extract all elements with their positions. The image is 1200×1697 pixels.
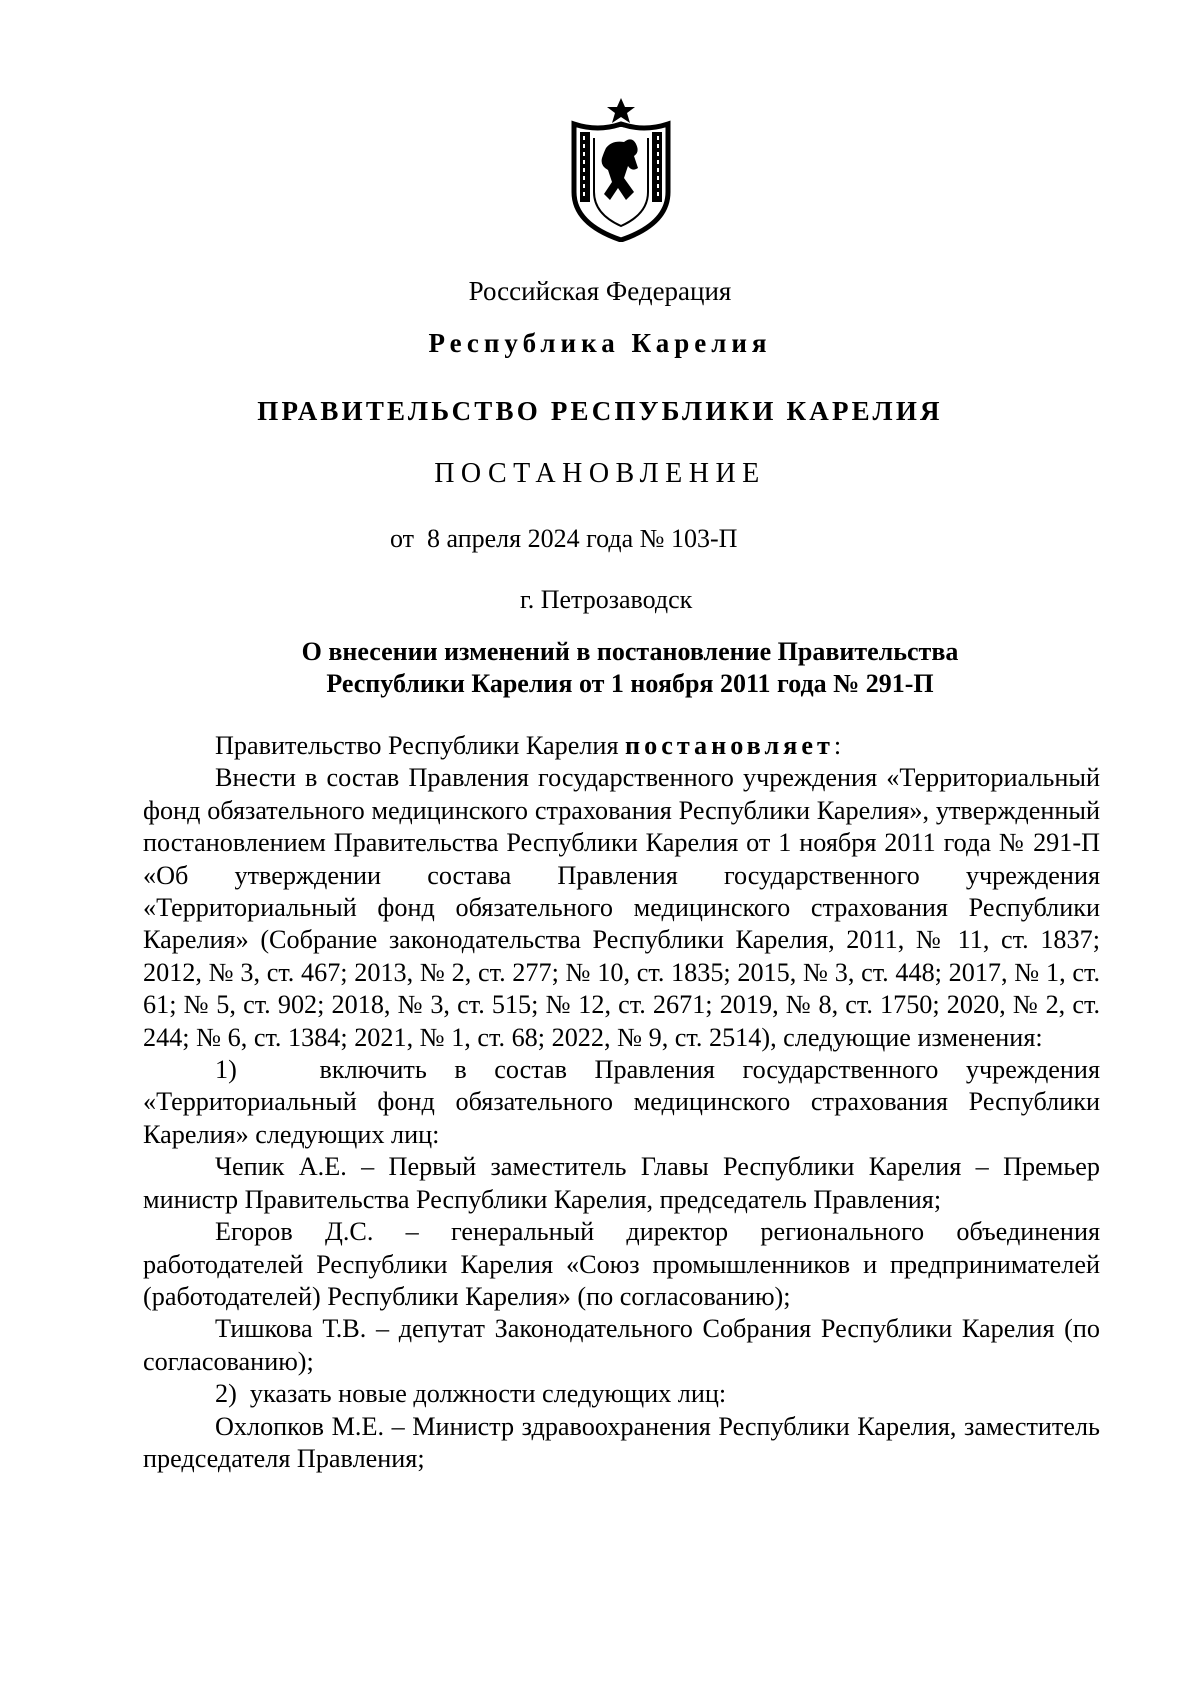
paragraph-tishkova: Тишкова Т.В. – депутат Законодательного Собрания Республики Карелия (по согласованию); bbox=[143, 1314, 1100, 1376]
government-name: ПРАВИТЕЛЬСТВО РЕСПУБЛИКИ КАРЕЛИЯ bbox=[257, 396, 943, 426]
intro-paragraph bbox=[143, 730, 1100, 762]
paragraph-main: Внести в состав Правления государственного учреждения «Территориальный фонд обязательного медицинского страхования Республики Карелия», утвержденный постановлением Правительства Республики Карелия от 1 ноября 2011 года № 291-П «Об утверждении состава Правления государственного учреждения «Территориальный фонд обязательного медицинского страхования Республики Карелия» (Собрание законодательства Республики Карелия, 2011, № 11, ст. 1837; 2012, № 3, ст. 467; 2013, № 2, ст. 277; № 10, ст. 1835; 2015, № 3, ст. 448; 2017, № 1, ст. 61; № 5, ст. 902; 2018, № 3, ст. 515; № 12, ст. 2671; 2019, № 8, ст. 1750; 2020, № 2, ст. 244; № 6, ст. 1384; 2021, № 1, ст. 68; 2022, № 9, ст. 2514), следующие изменения: bbox=[143, 763, 1100, 1052]
republic-name: Республика Карелия bbox=[428, 328, 772, 358]
document-type: ПОСТАНОВЛЕНИЕ bbox=[434, 458, 766, 489]
intro-suffix: : bbox=[833, 731, 842, 760]
document-date-number: от 8 апреля 2024 года № 103-П bbox=[390, 524, 738, 553]
intro-emphasis: постановляет bbox=[625, 731, 834, 760]
coat-of-arms-icon bbox=[566, 96, 676, 242]
subject-line-2: Республики Карелия от 1 ноября 2011 года № 291-П bbox=[326, 669, 934, 698]
paragraph-item-1: 1) включить в состав Правления государственного учреждения «Территориальный фонд обязательного медицинского страхования Республики Карелия» следующих лиц: bbox=[143, 1055, 1107, 1149]
document-city: г. Петрозаводск bbox=[520, 585, 693, 614]
paragraph-okhlopkov: Охлопков М.Е. – Министр здравоохранения Республики Карелия, заместитель председателя Правления; bbox=[143, 1411, 1100, 1473]
country-name: Российская Федерация bbox=[468, 276, 732, 306]
paragraph-egorov: Егоров Д.С. – генеральный директор регионального объединения работодателей Республики Карелия «Союз промышленников и предпринимателей (работодателей) Республики Карелия» (по согласованию); bbox=[143, 1217, 1100, 1311]
document-body bbox=[143, 730, 1107, 1475]
document-subject bbox=[200, 636, 1060, 700]
intro-prefix: Правительство Республики Карелия bbox=[215, 731, 626, 760]
paragraph-chepik: Чепик А.Е. – Первый заместитель Главы Республики Карелия – Премьер министр Правительства Республики Карелия, председатель Правления; bbox=[143, 1152, 1100, 1214]
paragraph-item-2: 2) указать новые должности следующих лиц: bbox=[215, 1379, 727, 1409]
subject-line-1: О внесении изменений в постановление Правительства bbox=[301, 637, 959, 666]
